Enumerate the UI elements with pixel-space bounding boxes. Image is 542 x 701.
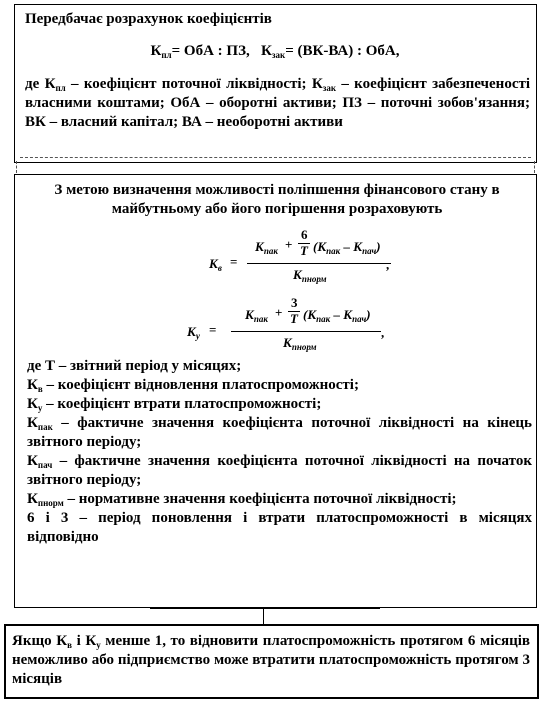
formula-ku: $К_у$ = $К_{пак}$ + 3 Т $(К_{пак} - К_{пач})$ $К_{пнорм}$ ,	[187, 295, 385, 352]
block2-heading: З метою визначення можливості поліпшення фінансового стану в майбутньому або його погіршення розраховують	[54, 182, 500, 217]
block-conclusion	[4, 624, 539, 699]
legend-line-kpnorm: $К_{пнорм}$ – нормативне значення коефіцієнта поточної ліквідності;	[27, 491, 457, 508]
connector-2	[534, 161, 536, 173]
block1-formulas: $К_{пл}=$ ОбА : ПЗ, $К_{зак}= (ВК-ВА)$ : ОбА,	[150, 43, 400, 60]
block-solvency-formulas	[14, 174, 537, 608]
legend-line-kpak: $К_{пак}$ – фактичне значення коефіцієнта поточної ліквідності на кінець звітного періоду;	[27, 415, 532, 450]
connector-bar	[150, 608, 380, 609]
block-coefficients	[14, 4, 537, 163]
block1-heading: Передбачає розрахунок коефіцієнтів	[25, 11, 272, 27]
formula-kv: $К_в$ = $К_{пак}$ + 6 Т $(К_{пак} - К_{пач})$ $К_{пнорм}$ ,	[209, 227, 390, 284]
block3-text: Якщо $К_в$ і $К_у$ менше 1, то відновити платоспроможність протягом 6 місяців неможливо або підприємство може втратити платоспроможність протягом 3 місяців	[12, 633, 531, 687]
block2-legend	[27, 357, 532, 547]
legend-line-periods: 6 і 3 – період поновлення і втрати платоспроможності в місяцях відповідно	[27, 510, 532, 545]
legend-line-ku: $К_у$ – коефіцієнт втрати платоспроможності;	[27, 396, 322, 413]
block1-description: де $К_{пл}$ – коефіцієнт поточної ліквідності; $К_{зак}$ – коефіцієнт забезпеченості власними коштами; ОбА – оборотні активи; ПЗ – поточні зобов'язання; ВК – власний капітал; ВА – необоротні активи	[25, 76, 531, 130]
legend-line-kpach: $К_{пач}$ – фактичне значення коефіцієнта поточної ліквідності на початок звітного періоду;	[27, 453, 532, 488]
legend-line-t: де Т – звітний період у місяцях;	[27, 358, 242, 374]
legend-line-kv: $К_в$ – коефіцієнт відновлення платоспроможності;	[27, 377, 359, 394]
connector-1	[16, 161, 18, 173]
connector-line	[263, 608, 264, 624]
